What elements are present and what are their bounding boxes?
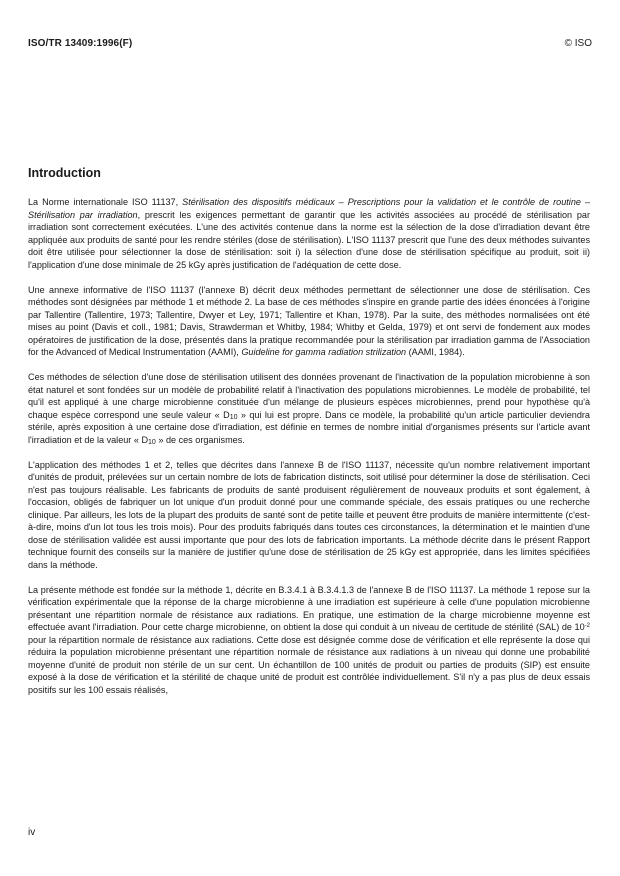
section-title: Introduction xyxy=(28,166,101,180)
text-run: L'application des méthodes 1 et 2, telles que décrites dans l'annexe B de l'ISO 11137, nécessite qu'un nombre relativement important d'unités de produit, prélevées sur un certain nombre de lots de fabrication distincts, soit utilisé pour déterminer la dose de stérilisation. Ceci n'est pas toujours réalisable. Les fabricants de produits de santé produisent régulièrement de nouveaux produits et sont également, à l'occasion, obligés de fabriquer un lot unique d'un produit donné pour une commande spéciale, des essais pratiques ou une recherche clinique. Par ailleurs, les lots de la plupart des produits de santé sont de petite taille et peuvent être produits de manière intermittente (c'est-à-dire, moins d'un lot tous les trois mois). Pour des produits fabriqués dans toutes ces circonstances, la détermination et le maintien d'une dose de stérilisation validée est aussi importante que pour des lots de fabrication importants. La méthode décrite dans le présent Rapport technique fournit des conseils sur la manière de justifier qu'une dose de stérilisation de 25 kGy est appropriée, dans les limites spécifiées dans la méthode. xyxy=(28,459,590,570)
page-header xyxy=(28,38,592,49)
copyright-notice: © ISO xyxy=(564,38,592,49)
text-run: » qui lui est propre. Dans ce modèle, la probabilité qu'un article particulier deviendra stérile, après exposition à une certaine dose d'irradiation, est définie en termes de nombre initial d'organismes présents sur l'article avant l'irradiation et de la valeur « D xyxy=(28,409,590,445)
text-run: pour la répartition normale de résistance aux radiations. Cette dose est désignée comme dose de vérification et elle représente la dose qui réduira la population microbienne présentant une répartition normale de résistance aux radiations à un niveau qui donne une probabilité moyenne d'unité de produit non stérile de un sur cent. Un échantillon de 100 unités de produit ou parties de produits (SIP) est ensuite exposé à la dose de vérification et la stérilité de chaque unité de produit est contrôlée individuellement. S'il n'y a pas plus de deux essais positifs sur les 100 essais réalisés, xyxy=(28,634,590,695)
subscript-text: 10 xyxy=(229,413,238,421)
superscript-text: -2 xyxy=(584,623,590,629)
paragraph xyxy=(28,371,590,446)
italic-text: Stérilisation des dispositifs médicaux – Prescriptions pour la validation et le contrôle de routine – Stérilisation par irradiation xyxy=(28,197,591,220)
text-run: » de ces organismes. xyxy=(155,434,245,445)
body-text xyxy=(28,196,590,709)
text-run: , prescrit les exigences permettant de garantir que les activités associées au procédé de stérilisation par irradiation sont correctement exécutées. L'une des activités contenue dans la norme est la sélection de la dose d'irradiation devant être appliquée aux produits de santé pour les rendre stériles (dose de stérilisation). L'ISO 11137 prescrit que l'une des deux méthodes suivantes doit être utilisée pour sélectionner la dose de stérilisation: soit i) la sélection d'une dose de stérilisation spécifique au produit, soit ii) l'application d'une dose minimale de 25 kGy après justification de l'adéquation de cette dose. xyxy=(28,209,590,270)
document-identifier: ISO/TR 13409:1996(F) xyxy=(28,38,133,49)
paragraph xyxy=(28,196,590,271)
italic-text: Guideline for gamma radiation strilization xyxy=(241,347,407,357)
paragraph xyxy=(28,284,590,359)
text-run: Ces méthodes de sélection d'une dose de stérilisation utilisent des données provenant de l'inactivation de la population microbienne à son état naturel et sont fondées sur un modèle de probabilité relatif à l'inactivation des populations microbiennes. Le modèle de probabilité, tel qu'il est appliqué à une charge microbienne constituée d'un mélange de plusieurs espèces microbiennes, prend pour hypothèse qu'à chaque espèce correspond une seule valeur « D xyxy=(28,372,590,420)
text-run: La présente méthode est fondée sur la méthode 1, décrite en B.3.4.1 à B.3.4.1.3 de l'annexe B de l'ISO 11137. La méthode 1 repose sur la vérification expérimentale que la réponse de la charge microbienne à une irradiation est supérieure à celle d'une population microbienne présentant une répartition normale de résistance aux radiations. En pratique, une estimation de la charge microbienne moyenne est effectuée avant l'irradiation. Pour cette charge microbienne, on obtient la dose qui conduit à un niveau de certitude de stérilité (SAL) de 10 xyxy=(28,584,590,632)
text-run: La Norme internationale ISO 11137, xyxy=(28,197,183,207)
text-run: (AAMI, 1984). xyxy=(406,347,465,357)
text-run: Une annexe informative de l'ISO 11137 (l'annexe B) décrit deux méthodes permettant de sélectionner une dose de stérilisation. Ces méthodes sont désignées par méthode 1 et méthode 2. La base de ces méthodes s'inspire en grande partie des idées énoncées à l'origine par Tallentire (Tallentire, 1973; Tallentire, Dwyer et Ley, 1971; Tallentire et Khan, 1978). Par la suite, des méthodes normalisées ont été mises au point (Davis et coll., 1981; Davis, Strawderman et Whitby, 1984; Whitby et Gelda, 1979) et ont servi de fondement aux modes opératoires de justification de la dose, présentés dans la pratique recommandée pour la stérilisation par irradiation gamma de l'Association for the Advanced of Medical Instrumentation (AAMI), xyxy=(28,284,590,357)
paragraph xyxy=(28,459,590,572)
page-number: iv xyxy=(28,827,36,838)
subscript-text: 10 xyxy=(148,438,156,446)
paragraph xyxy=(28,584,590,697)
